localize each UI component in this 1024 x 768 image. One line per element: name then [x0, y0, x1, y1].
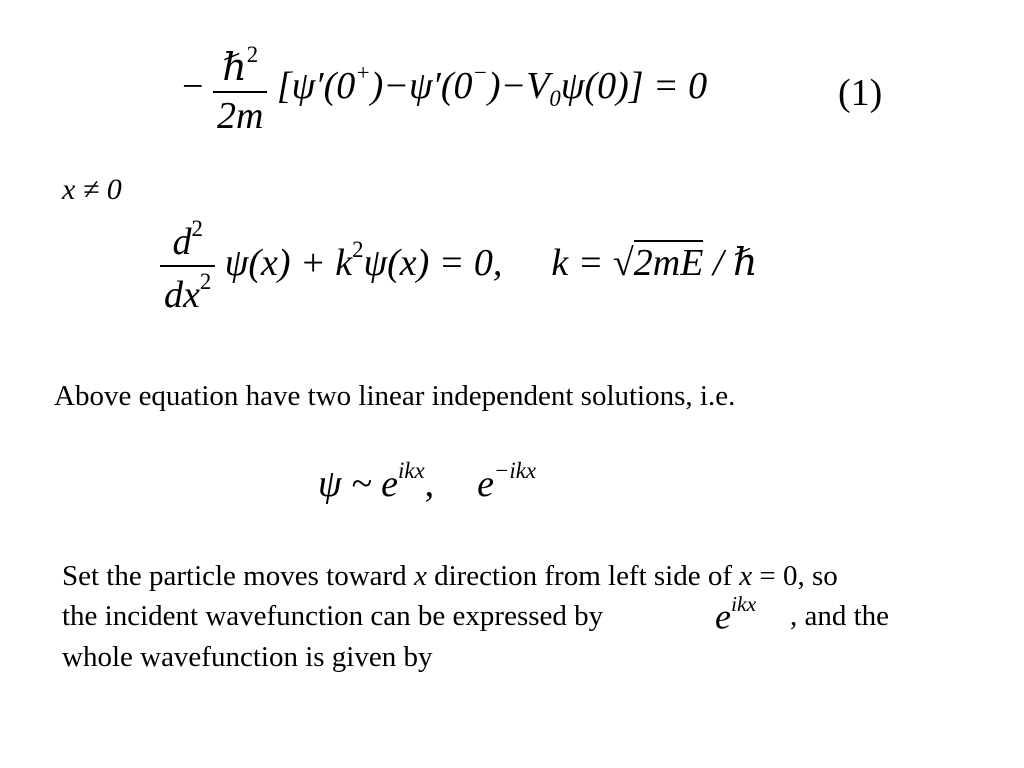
fraction-numerator: ℏ$^2$ — [213, 44, 267, 93]
hbar-over-2m-fraction — [213, 42, 267, 138]
paragraph-line-2: the incident wavefunction can be expressed by — [62, 600, 604, 632]
solutions-sentence: Above equation have two linear independent solutions, i.e. — [54, 380, 736, 412]
paragraph-line-2-end: , and the — [790, 600, 890, 632]
equation-2 — [160, 216, 758, 317]
minus-sign: − — [182, 65, 204, 108]
inline-exponential: $e^{ikx}$ — [715, 592, 757, 637]
condition-x-not-zero: x ≠ 0 — [62, 173, 122, 206]
sqrt-icon: √ — [612, 241, 634, 284]
wavenumber-definition: k = √2mE / ℏ — [551, 241, 758, 284]
paragraph-line-3: whole wavefunction is given by — [62, 641, 433, 673]
equation-1 — [182, 42, 708, 138]
equation-number: (1) — [838, 72, 883, 114]
bracket-expression: $[\psi'(0^+)-\psi'(0^-)-V_0\psi(0)] = 0$ — [276, 60, 708, 112]
schrodinger-terms: $\psi(x) + k^2\psi(x) = 0$, — [224, 236, 503, 284]
fraction-denominator: 2m — [216, 95, 264, 138]
paragraph-line-1: Set the particle moves toward x direction from left side of x = 0, so — [62, 560, 838, 592]
derivative-denominator: $dx^2$ — [164, 269, 212, 317]
equation-3: ψ ~ $e^{ikx}$, $e^{-ikx}$ — [318, 458, 536, 506]
derivative-numerator: $d^2$ — [160, 218, 215, 267]
second-derivative-operator — [160, 216, 215, 317]
